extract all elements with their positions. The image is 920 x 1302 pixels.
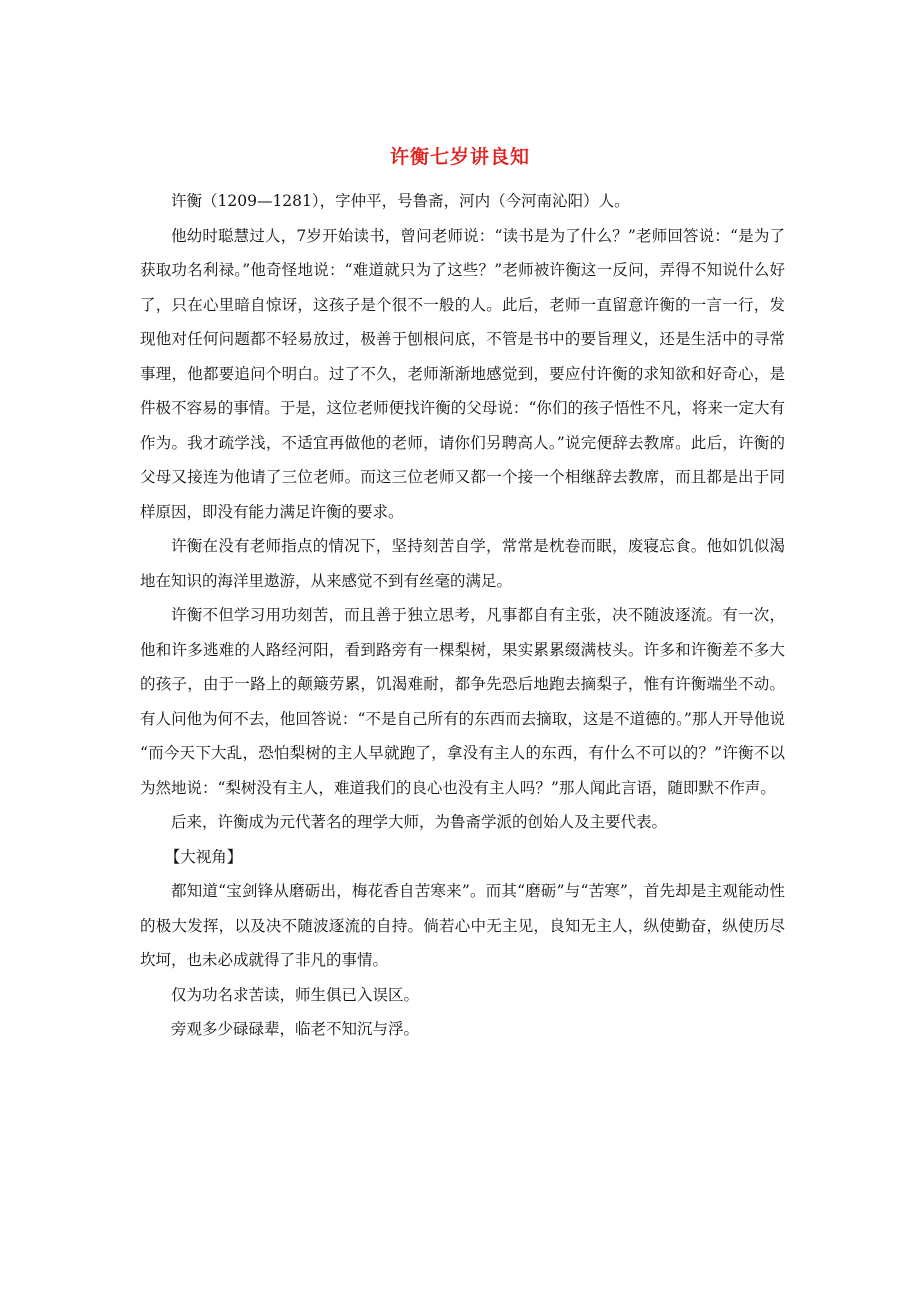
paragraph-childhood: 他幼时聪慧过人，7岁开始读书，曾问老师说：“读书是为了什么？”老师回答说：“是为了获取功名利禄。”他奇怪地说：“难道就只为了这些？”老师被许衡这一反问，弄得不知说什么好了，只在心里暗自惊讶，这孩子是个很不一般的人。此后，老师一直留意许衡的一言一行，发现他对任何问题都不轻易放过，极善于刨根问底，不管是书中的要旨理义，还是生活中的寻常事理，他都要追问个明白。过了不久，老师渐渐地感觉到，要应付许衡的求知欲和好奇心，是件极不容易的事情。于是，这位老师便找许衡的父母说：“你们的孩子悟性不凡，将来一定大有作为。我才疏学浅，不适宜再做他的老师，请你们另聘高人。”说完便辞去教席。此后，许衡的父母又接连为他请了三位老师。而这三位老师又都一个接一个相继辞去教席，而且都是出于同样原因，即没有能力满足许衡的要求。 bbox=[140, 226, 785, 521]
paragraph-intro: 许衡（1209—1281），字仲平，号鲁斋，河内（今河南沁阳）人。 bbox=[171, 192, 630, 210]
article-body bbox=[140, 184, 785, 1047]
article-title: 许衡七岁讲良知 bbox=[389, 146, 530, 168]
verse-line-1: 仅为功名求苦读，师生俱已入误区。 bbox=[171, 985, 420, 1004]
paragraph-self-study: 许衡在没有老师指点的情况下，坚持刻苦自学，常常是枕卷而眠，废寝忘食。他如饥似渴地在知识的海洋里遨游，从来感觉不到有丝毫的满足。 bbox=[140, 537, 785, 590]
section-heading: 【大视角】 bbox=[164, 847, 243, 866]
commentary-paragraph: 都知道“宝剑锋从磨砺出，梅花香自苦寒来”。而其“磨砺”与“苦寒”，首先却是主观能动性的极大发挥，以及决不随波逐流的自持。倘若心中无主见，良知无主人，纵使勤奋，纵使历尽坎坷，也未必成就得了非凡的事情。 bbox=[140, 882, 785, 969]
paragraph-later-life: 后来，许衡成为元代著名的理学大师，为鲁斋学派的创始人及主要代表。 bbox=[171, 813, 668, 831]
paragraph-pear-tree: 许衡不但学习用功刻苦，而且善于独立思考，凡事都自有主张，决不随波逐流。有一次，他和许多逃难的人路经河阳，看到路旁有一棵梨树，果实累累缀满枝头。许多和许衡差不多大的孩子，由于一路上的颠簸劳累，饥渴难耐，都争先恐后地跑去摘梨子，惟有许衡端坐不动。有人问他为何不去，他回答说：“不是自己所有的东西而去摘取，这是不道德的。”那人开导他说 “而今天下大乱，恐怕梨树的主人早就跑了，拿没有主人的东西，有什么不可以的？”许衡不以为然地说：“梨树没有主人，难道我们的良心也没有主人吗？”那人闻此言语，随即默不作声。 bbox=[140, 606, 785, 797]
verse-line-2: 旁观多少碌碌辈，临老不知沉与浮。 bbox=[171, 1020, 420, 1038]
